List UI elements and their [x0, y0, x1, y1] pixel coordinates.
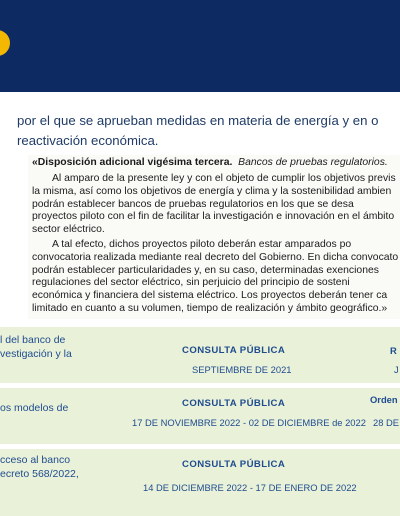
site-header [0, 0, 400, 92]
row-title[interactable] [0, 402, 68, 416]
row-extra-top: Orden [370, 394, 398, 405]
quote-line: A tal efecto, dichos proyectos piloto deberán estar amparados po [52, 239, 352, 250]
table-row[interactable] [0, 327, 400, 383]
quote-line: económica y financiera del sistema eléctrico. Los proyectos deberán tener ca [32, 290, 388, 302]
quote-line: la misma, así como los objetivos de energía y clima y la sostenibilidad ambien [32, 185, 392, 197]
consultations-table [0, 327, 400, 516]
quote-line: podrán establecer bancos de pruebas regulatorios en los que se desa [32, 198, 354, 210]
row-title-line: os modelos de [0, 402, 69, 414]
quote-paragraph-2 [32, 239, 400, 316]
row-date: SEPTIEMBRE DE 2021 [192, 364, 292, 375]
quote-line: regulaciones del sector eléctrico, sin perjuicio del principio de sosteni [32, 277, 350, 289]
quote-line: Al amparo de la presente ley y con el objeto de cumplir los objetivos previs [52, 173, 396, 184]
row-extra-bottom: J [394, 364, 399, 375]
quote-heading-title: «Disposición adicional vigésima tercera. [32, 157, 233, 168]
logo-mark[interactable] [0, 30, 10, 56]
row-title-line: l del banco de [0, 334, 66, 346]
quote-heading-subtitle: Bancos de pruebas regulatorios. [238, 157, 388, 168]
row-date: 14 DE DICIEMBRE 2022 - 17 DE ENERO DE 2022 [143, 482, 357, 493]
quote-line: proyectos piloto con el fin de facilitar la investigación e innovación en el ámbito [32, 211, 395, 223]
row-title[interactable] [0, 454, 79, 481]
row-title-line: cceso al banco [0, 454, 71, 466]
quote-paragraph-1 [32, 173, 400, 237]
row-title-line: ecreto 568/2022, [0, 467, 79, 480]
row-extra-top: R [390, 345, 397, 356]
quote-line: convocatoria realizada mediante real decreto del Gobierno. En dicha convocato [32, 251, 399, 263]
quote-line: limitado en cuanto a su volumen, tiempo de realización y ámbito geográfico.» [32, 302, 388, 314]
row-title[interactable] [0, 334, 72, 361]
row-type: CONSULTA PÚBLICA [182, 345, 286, 356]
row-title-line: vestigación y la [0, 347, 72, 360]
quote-line: sector eléctrico. [32, 224, 105, 236]
quote-heading [32, 157, 388, 170]
legal-quote-image [28, 155, 400, 319]
row-type: CONSULTA PÚBLICA [182, 398, 286, 409]
table-row[interactable] [0, 449, 400, 505]
intro-text [17, 111, 400, 151]
intro-line: reactivación económica. [17, 133, 159, 148]
quote-line: podrán establecer particularidades y, en su caso, determinadas exenciones [32, 264, 379, 276]
row-type: CONSULTA PÚBLICA [182, 459, 286, 470]
table-row[interactable] [0, 388, 400, 444]
row-date: 17 DE NOVIEMBRE 2022 - 02 DE DICIEMBRE de 2022 [132, 417, 366, 428]
row-extra-bottom: 28 DE [373, 417, 400, 428]
intro-line: por el que se aprueban medidas en materia de energía y en o [17, 113, 379, 128]
